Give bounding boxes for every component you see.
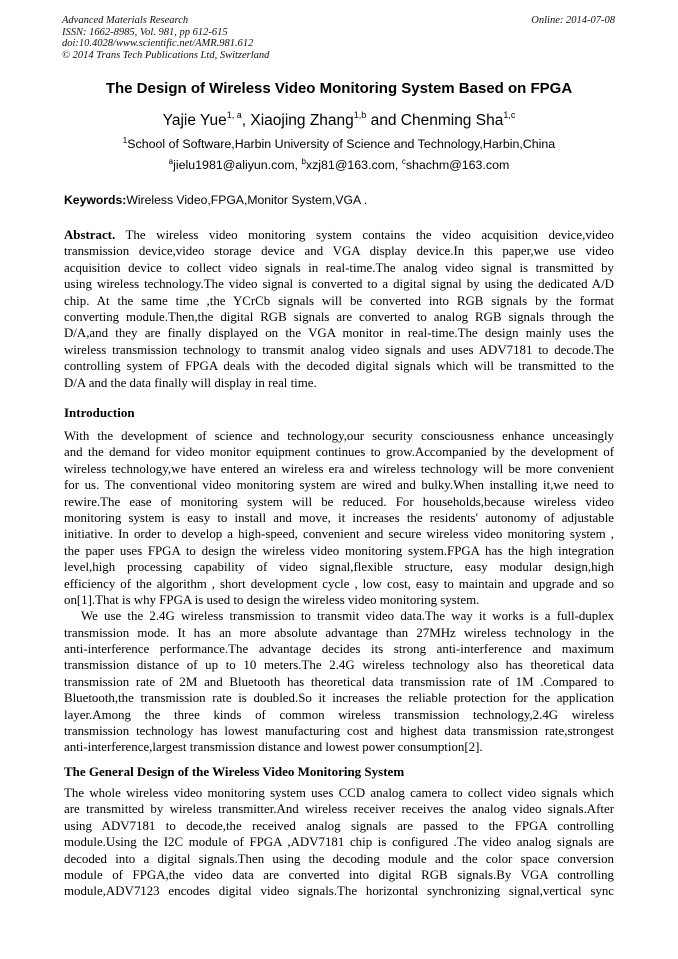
author-list: Yajie Yue$^{1, a}$, Xiaojing Zhang$^{1,b}$ and Chenming Sha$^{1,c}$ xyxy=(162,109,516,129)
paper-title: The Design of Wireless Video Monitoring System Based on FPGA xyxy=(105,80,573,97)
body-line: transmission rate of 2M and Bluetooth has theoretical data transmission rate of 1M .Compared to xyxy=(64,674,614,689)
body-line: are transmitted by wireless transmitter.And wireless receiver receives the analog video signals.After xyxy=(64,802,614,817)
abstract-line: using wireless technology.The video signal is converted to a digital signal by using the dedicated A/D xyxy=(64,277,614,292)
body-line: for us. The conventional video monitoring system are wired and bulky.When installing it,we need to xyxy=(64,478,614,493)
body-line: decoded into a digital signals.Then using the decoding module and the color space conversion xyxy=(64,851,614,866)
email-sup: b xyxy=(301,156,306,166)
body-line: We use the 2.4G wireless transmission to transmit video data.The way it works is a full-duplex xyxy=(81,609,614,624)
author-name: Yajie Yue xyxy=(162,112,227,129)
abstract-line: D/A,and they are finally displayed on the VGA monitor in real-time.The design mainly uses the xyxy=(64,326,614,341)
journal-header xyxy=(62,15,269,61)
body-line: efficiency of the algorithm , short development cycle , low cost, easy to maintain and upgrade and so xyxy=(64,576,614,591)
author-name: Chenming Sha xyxy=(400,112,504,129)
issn: ISSN: 1662-8985, Vol. 981, pp 612-615 xyxy=(62,26,228,38)
body-line: monitoring system is easy to install and move, it increases the residents' autonomy of adjustable xyxy=(64,510,614,525)
body-line: The whole wireless video monitoring system uses CCD analog camera to collect video signals which xyxy=(64,786,614,800)
abstract-line: transmission device,video storage device and VGA display device.In this paper,we use video xyxy=(64,244,614,259)
abstract-line: chip. At the same time ,the YCrCb signals will be converted into RGB signals by the format xyxy=(64,293,614,308)
affiliation-sup: 1 xyxy=(122,135,128,145)
body-line: level,high processing capability of video signal,flexible structure, easy modular design,high xyxy=(64,560,614,575)
affiliation xyxy=(0,137,678,151)
abstract-line: acquisition device to collect video signals in real-time.The analog video signal is transmitted by xyxy=(64,260,614,275)
abstract-label: Abstract. xyxy=(64,228,116,242)
author-name: Xiaojing Zhang xyxy=(250,112,354,129)
email-link[interactable]: shachm@163.com xyxy=(405,158,510,172)
author-sup: 1, a xyxy=(226,109,242,120)
abstract-line: Abstract. The wireless video monitoring system contains the video acquisition device,video xyxy=(64,228,614,242)
affiliation-text: School of Software,Harbin University of Science and Technology,Harbin,China xyxy=(127,137,556,151)
abstract-line: converting module.Then,the digital RGB signals are converted to analog RGB signals through the xyxy=(64,309,614,324)
section-heading-introduction: Introduction xyxy=(64,405,135,420)
body-line: anti-interference,largest transmission distance and lowest power consumption[2]. xyxy=(64,740,483,755)
body-line: transmission distance of up to 10 meters.The 2.4G wireless technology also has theoretical data xyxy=(64,658,614,673)
body-line: initiative. In order to develop a high-speed, convenient and secure wireless video monitoring system , xyxy=(64,527,614,542)
body-line: layer.Among the three kinds of common wireless transmission technology,2.4G wireless xyxy=(64,707,614,722)
email-link[interactable]: xzj81@163.com xyxy=(305,158,395,172)
introduction-body xyxy=(64,428,614,756)
body-line: the paper uses FPGA to design the wireless video monitoring system.FPGA has the high integration xyxy=(64,543,614,558)
author-sup: 1,b xyxy=(353,109,367,120)
body-line: anti-interference performance.The advantage decides its strong anti-interference and maximum xyxy=(64,642,614,657)
email-sup: c xyxy=(401,156,406,166)
body-line: module of FPGA,the video data are converted into digital RGB signals.By VGA controlling xyxy=(64,867,614,882)
keywords xyxy=(64,193,367,207)
body-line: wireless technology,we have entered an wireless era and wireless technology will be more convenient xyxy=(64,461,614,476)
keywords-text: Wireless Video,FPGA,Monitor System,VGA . xyxy=(126,193,368,207)
body-line: module.Using the I2C module of FPGA ,ADV7181 chip is configured .The video analog signals are xyxy=(64,835,614,850)
abstract-line: D/A and the data finally will display in real time. xyxy=(64,375,317,390)
online-date: Online: 2014-07-08 xyxy=(531,15,615,26)
email-sup: a xyxy=(168,156,174,166)
doi: doi:10.4028/www.scientific.net/AMR.981.612 xyxy=(62,38,254,50)
body-line: transmission mode. It has an more absolute advantage than 27MHz wireless technology in the xyxy=(64,625,614,640)
journal-name: Advanced Materials Research xyxy=(62,15,189,26)
body-line: on[1].That is why FPGA is used to design the wireless video monitoring system. xyxy=(64,592,480,607)
section-heading-general-design: The General Design of the Wireless Video Monitoring System xyxy=(64,764,405,779)
general-design-body xyxy=(64,785,614,900)
body-line: module,ADV7123 encodes digital video signals.The horizontal synchronizing signal,vertical sync xyxy=(64,884,614,899)
copyright: © 2014 Trans Tech Publications Ltd, Switzerland xyxy=(62,49,270,61)
email-link[interactable]: jielu1981@aliyun.com xyxy=(173,158,295,172)
body-line: Bluetooth,the transmission rate is doubled.So it increases the reliable protection for the application xyxy=(64,691,614,706)
abstract-line: wireless transmission technology to transmit analog video signals and uses ADV7181 to decode.The xyxy=(64,342,614,357)
abstract xyxy=(64,227,614,391)
body-line: With the development of science and technology,our security consciousness enhance unceasingly xyxy=(64,429,614,443)
body-line: rewire.The ease of monitoring system will be reduced. For households,because wireless video xyxy=(64,494,614,509)
abstract-line: controlling system of FPGA deals with the decoded digital signals which will be transmitted to the xyxy=(64,359,614,374)
author-sup: 1,c xyxy=(503,109,516,120)
email-list: $^a$jielu1981@aliyun.com, $^b$xzj81@163.com, $^c$shachm@163.com xyxy=(168,156,510,172)
body-line: and the demand for video monitor equipment continues to grow.Accompanied by the development of xyxy=(64,445,614,460)
keywords-label: Keywords: xyxy=(64,193,127,207)
body-line: using ADV7181 to decode,the received analog signals are passed to the FPGA controlling xyxy=(64,818,614,833)
body-line: transmission technology has lowest manufacturing cost and highest data transmission rate,strongest xyxy=(64,724,614,739)
